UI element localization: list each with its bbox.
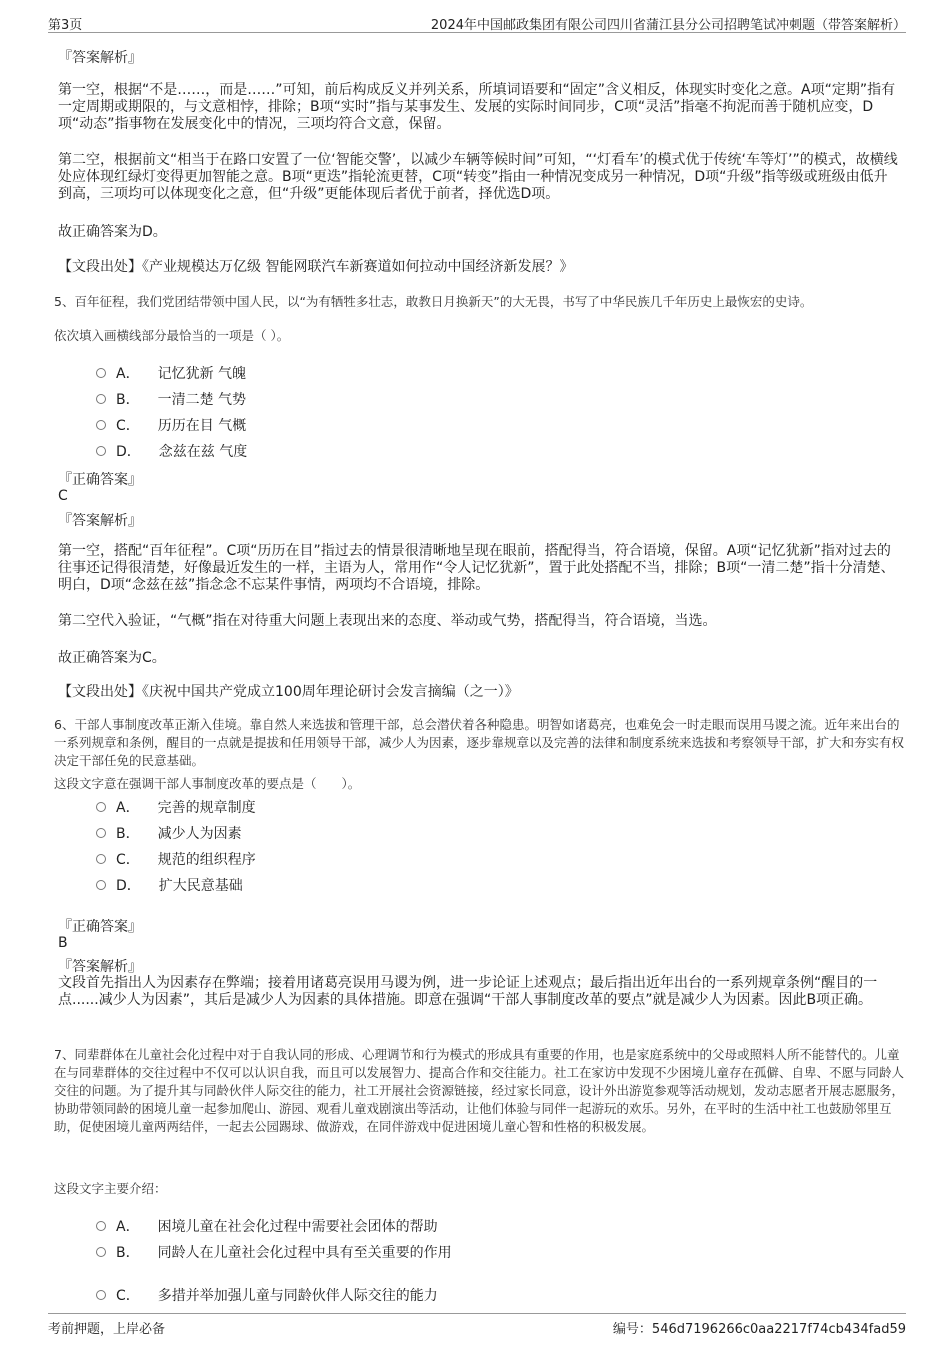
radio-icon[interactable] — [96, 1221, 106, 1231]
footer-slogan: 考前押题，上岸必备 — [48, 1322, 166, 1337]
correct-answer-tag: 『正确答案』 — [58, 472, 142, 488]
question-text: 5、百年征程，我们党团结带领中国人民，以“为有牺牲多壮志，敢教日月换新天”的大无畏，书写了中华民族几千年历史上最恢宏的史诗。 — [54, 294, 813, 309]
analysis-tag: 『答案解析』 — [58, 513, 142, 529]
radio-icon[interactable] — [96, 394, 106, 404]
source-citation: 【文段出处】《产业规模达万亿级 智能网联汽车新赛道如何拉动中国经济新发展？》 — [58, 259, 574, 275]
analysis-paragraph: 第一空，根据“不是……，而是……”可知，前后构成反义并列关系，所填词语要和“固定”含义相反，体现实时变化之意。A项“定期”指有一定周期或期限的，与文意相悖，排除；B项“实时”指与某事发生、发展的实际时间同步，C项“灵活”指毫不拘泥而善于随机应变，D项“动态”指事物在发展变化中的情况，三项均符合文意，保留。 — [58, 82, 896, 132]
document-title: 2024年中国邮政集团有限公司四川省蒲江县分公司招聘笔试冲刺题（带答案解析） — [430, 18, 906, 33]
conclusion-text: 故正确答案为C。 — [58, 650, 166, 666]
option-c[interactable]: C． 历历在目 气概 — [96, 415, 246, 435]
option-d[interactable]: D． 扩大民意基础 — [96, 875, 243, 895]
option-b[interactable]: B． 减少人为因素 — [96, 823, 242, 843]
radio-icon[interactable] — [96, 1247, 106, 1257]
question-text: 6、干部人事制度改革正渐入佳境。靠自然人来选拔和管理干部，总会潜伏着各种隐患。明智如诸葛亮，也难免会一时走眼而误用马谡之流。近年来出台的一系列规章和条例，醒目的一点就是提拔和任用领导干部，减少人为因素，逐步靠规章以及完善的法律和制度系统来选拔和考察领导干部，扩大和夯实有权决定干部任免的民意基础。 — [54, 717, 905, 768]
radio-icon[interactable] — [96, 420, 106, 430]
option-c[interactable]: C． 多措并举加强儿童与同龄伙伴人际交往的能力 — [96, 1285, 438, 1305]
option-d[interactable]: D． 念兹在兹 气度 — [96, 441, 247, 461]
radio-icon[interactable] — [96, 1290, 106, 1300]
radio-icon[interactable] — [96, 880, 106, 890]
analysis-tag: 『答案解析』 — [58, 50, 142, 66]
radio-icon[interactable] — [96, 828, 106, 838]
analysis-paragraph: 文段首先指出人为因素存在弊端；接着用诸葛亮误用马谡为例，进一步论证上述观点；最后指出近年出台的一系列规章条例“醒目的一点......减少人为因素”，其后是减少人为因素的具体措施。即意在强调“干部人事制度改革的要点”就是减少人为因素。因此B项正确。 — [58, 975, 878, 1008]
option-a[interactable]: A． 困境儿童在社会化过程中需要社会团体的帮助 — [96, 1216, 438, 1236]
correct-answer: C — [58, 488, 68, 504]
option-b[interactable]: B． 一清二楚 气势 — [96, 389, 246, 409]
question-prompt: 依次填入画横线部分最恰当的一项是（ ）。 — [54, 328, 290, 343]
radio-icon[interactable] — [96, 446, 106, 456]
analysis-paragraph: 第二空，根据前文“相当于在路口安置了一位‘智能交警’，以减少车辆等候时间”可知，“‘灯看车’的模式优于传统‘车等灯’”的模式，故横线处应体现红绿灯变得更加智能之意。B项“更迭”指轮流更替，C项“转变”指由一种情况变成另一种情况，D项“升级”指等级或班级由低升到高，三项均可以体现变化之意，但“升级”更能体现后者优于前者，择优选D项。 — [58, 152, 898, 202]
document-code: 编号：546d7196266c0aa2217f74cb434fad59 — [612, 1322, 906, 1337]
page-number: 第3页 — [48, 18, 83, 33]
question-prompt: 这段文字意在强调干部人事制度改革的要点是（ ）。 — [54, 776, 361, 791]
correct-answer-tag: 『正确答案』 — [58, 919, 142, 935]
analysis-paragraph: 第二空代入验证，“气概”指在对待重大问题上表现出来的态度、举动或气势，搭配得当，符合语境，当选。 — [58, 613, 717, 629]
radio-icon[interactable] — [96, 854, 106, 864]
option-b[interactable]: B． 同龄人在儿童社会化过程中具有至关重要的作用 — [96, 1242, 452, 1262]
analysis-tag: 『答案解析』 — [58, 959, 142, 975]
analysis-paragraph: 第一空，搭配“百年征程”。C项“历历在目”指过去的情景很清晰地呈现在眼前，搭配得当，符合语境，保留。A项“记忆犹新”指对过去的往事还记得很清楚，好像最近发生的一样，主语为人，常用作“令人记忆犹新”，置于此处搭配不当，排除；B项“一清二楚”指十分清楚、明白，D项“念兹在兹”指念念不忘某件事情，两项均不合语境，排除。 — [58, 543, 895, 593]
radio-icon[interactable] — [96, 368, 106, 378]
source-citation: 【文段出处】《庆祝中国共产党成立100周年理论研讨会发言摘编（之一）》 — [58, 684, 519, 700]
radio-icon[interactable] — [96, 802, 106, 812]
page-header — [48, 12, 906, 33]
correct-answer: B — [58, 935, 68, 951]
option-a[interactable]: A． 完善的规章制度 — [96, 797, 256, 817]
page-footer — [48, 1313, 906, 1336]
option-c[interactable]: C． 规范的组织程序 — [96, 849, 256, 869]
option-a[interactable]: A． 记忆犹新 气魄 — [96, 363, 246, 383]
question-prompt: 这段文字主要介绍： — [54, 1181, 167, 1196]
question-text: 7、同辈群体在儿童社会化过程中对于自我认同的形成、心理调节和行为模式的形成具有重要的作用，也是家庭系统中的父母或照料人所不能替代的。儿童在与同辈群体的交往过程中不仅可以认识自我，而且可以发展智力、提高合作和交往能力。社工在家访中发现不少困境儿童存在孤僻、自卑、不愿与同龄人交往的问题。为了提升其与同龄伙伴人际交往的能力，社工开展社会资源链接，经过家长同意，设计外出游览参观等活动规划，发动志愿者开展志愿服务，协助带领同龄的困境儿童一起参加爬山、游园、观看儿童戏剧演出等活动，让他们体验与同伴一起游玩的欢乐。另外，在平时的生活中社工也鼓励邻里互助，促使困境儿童两两结伴，一起去公园踢球、做游戏，在同伴游戏中促进困境儿童心智和性格的积极发展。 — [54, 1047, 905, 1134]
conclusion-text: 故正确答案为D。 — [58, 224, 167, 240]
